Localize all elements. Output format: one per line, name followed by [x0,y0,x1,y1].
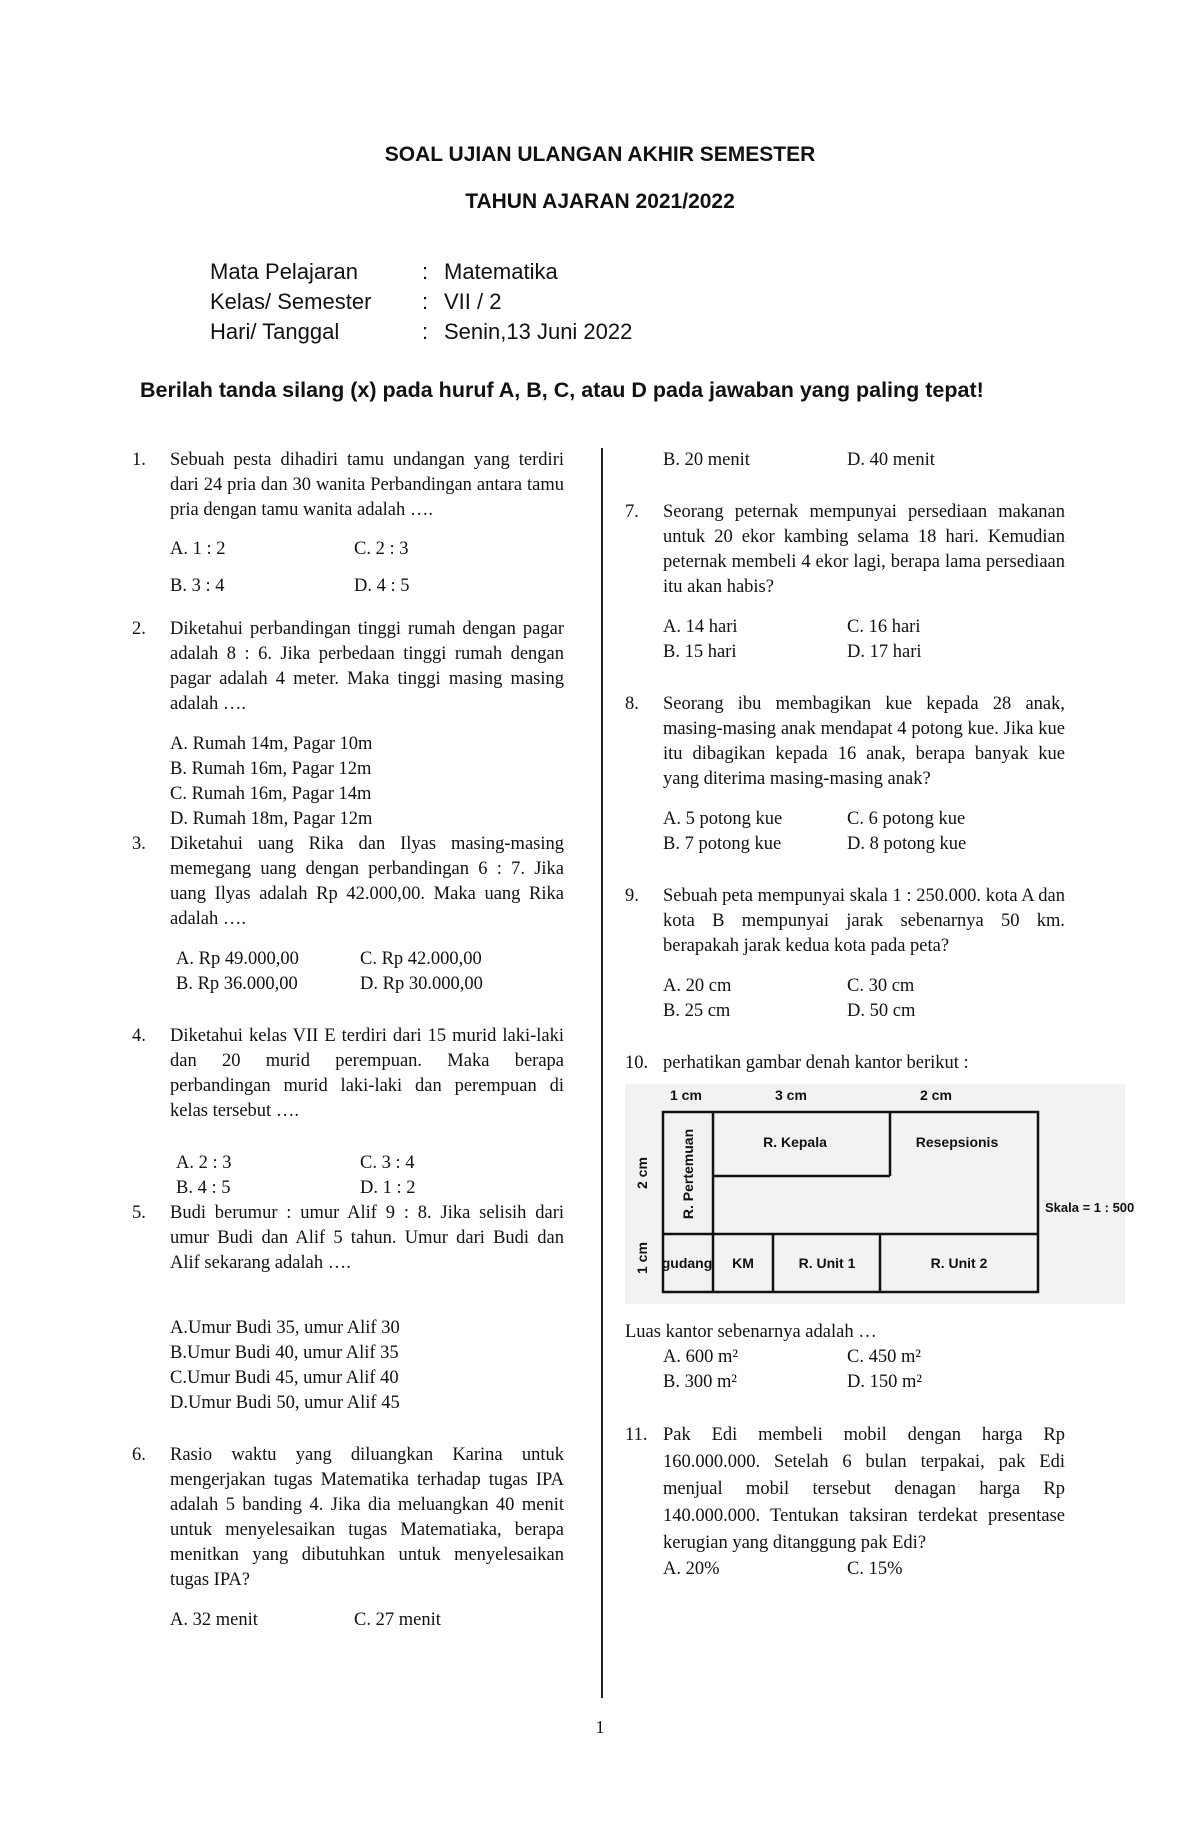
question-7 [625,500,1065,600]
info-value: Matematika [444,259,558,284]
option-d: D. Rp 30.000,00 [360,974,483,994]
info-key: Mata Pelajaran [210,259,358,284]
option-b: B. 20 menit [663,450,750,470]
question-10-prompt: Luas kantor sebenarnya adalah … [625,1322,877,1342]
option-b: B. 4 : 5 [176,1178,231,1198]
question-text: Diketahui perbandingan tinggi rumah dengan pagar adalah 8 : 6. Jika perbedaan tinggi rumah dengan pagar adalah 4 meter. Maka tinggi masing masing adalah …. [170,619,564,714]
option-d: D. Rumah 18m, Pagar 12m [170,809,373,829]
question-number: 11. [625,1425,648,1445]
column-divider [601,448,603,1698]
option-a: A. 5 potong kue [663,809,783,829]
option-d: D.Umur Budi 50, umur Alif 45 [170,1393,400,1413]
room-kepala: R. Kepala [763,1134,827,1150]
option-b: B. Rumah 16m, Pagar 12m [170,759,372,779]
page-number: 1 [595,1717,605,1737]
options-9 [625,974,1065,1024]
question-6 [132,1443,564,1593]
question-number: 6. [132,1445,146,1465]
option-b: B.Umur Budi 40, umur Alif 35 [170,1343,399,1363]
instruction: Berilah tanda silang (x) pada huruf A, B, C, atau D pada jawaban yang paling tepat! [140,378,984,402]
option-d: D. 8 potong kue [847,834,967,854]
map-scale: Skala = 1 : 500 [1045,1200,1135,1215]
floor-plan-background [625,1084,1125,1304]
option-a: A. 32 menit [170,1610,258,1630]
option-b: B. 3 : 4 [170,576,225,596]
left-column [132,448,564,1633]
option-d: D. 40 menit [847,450,935,470]
question-text: perhatikan gambar denah kantor berikut : [663,1053,969,1073]
options-10 [625,1345,1065,1395]
question-text: Budi berumur : umur Alif 9 : 8. Jika selisih dari umur Budi dan Alif 5 tahun. Umur dari Budi dan Alif sekarang adalah …. [170,1203,564,1273]
option-a: A. 1 : 2 [170,539,226,559]
question-text: Seorang peternak mempunyai persediaan makanan untuk 20 ekor kambing selama 18 hari. Kemudian peternak membeli 4 ekor lagi, berapa lama persediaan itu akan habis? [663,502,1065,597]
right-column [625,448,1135,1582]
options-6 [132,1608,564,1633]
dim-side-2cm: 2 cm [634,1157,650,1189]
info-colon: : [422,259,429,284]
option-a: A. Rp 49.000,00 [176,949,299,969]
options-4 [132,1151,564,1201]
options-8 [625,807,1065,857]
room-unit2: R. Unit 2 [930,1255,988,1271]
option-d: D. 50 cm [847,1001,916,1021]
question-text: Sebuah pesta dihadiri tamu undangan yang terdiri dari 24 pria dan 30 wanita Perbandingan antara tamu pria dengan tamu wanita adalah …. [170,450,564,520]
option-a: A. 600 m² [663,1347,738,1367]
room-gudang: gudang [661,1255,713,1271]
info-key: Kelas/ Semester [210,289,372,314]
office-floor-plan [625,1084,1135,1304]
question-3 [132,832,564,932]
question-4 [132,1024,564,1124]
option-b: B. 25 cm [663,1001,731,1021]
exam-info [210,257,632,347]
option-c: C. 6 potong kue [847,809,966,829]
info-value: VII / 2 [444,289,502,314]
dim-top-3cm: 3 cm [775,1087,807,1103]
question-number: 7. [625,502,639,522]
option-c: C. 450 m² [847,1347,921,1367]
question-text: Sebuah peta mempunyai skala 1 : 250.000. kota A dan kota B mempunyai jarak sebenarnya 50 km. berapakah jarak kedua kota pada peta? [663,886,1065,956]
options-7 [625,615,1065,665]
room-resepsionis: Resepsionis [915,1134,999,1150]
option-c: C. Rumah 16m, Pagar 14m [170,784,372,804]
question-8 [625,692,1065,792]
question-9 [625,884,1065,959]
option-c: C. 2 : 3 [354,539,409,559]
options-5 [132,1316,564,1416]
question-number: 4. [132,1026,146,1046]
academic-year: TAHUN AJARAN 2021/2022 [465,190,735,213]
question-text: Seorang ibu membagikan kue kepada 28 anak, masing-masing anak mendapat 4 potong kue. Jika kue itu dibagikan kepada 16 anak, berapa banyak kue yang diterima masing-masing anak? [663,694,1065,789]
option-a: A.Umur Budi 35, umur Alif 30 [170,1318,400,1338]
question-number: 1. [132,450,146,470]
option-a: A. Rumah 14m, Pagar 10m [170,734,373,754]
options-3 [132,947,564,997]
dim-top-1cm: 1 cm [670,1087,702,1103]
question-2 [132,617,564,717]
option-c: C. 3 : 4 [360,1153,415,1173]
question-5 [132,1201,564,1276]
question-number: 2. [132,619,146,639]
option-d: D. 4 : 5 [354,576,410,596]
option-b: B. 300 m² [663,1372,737,1392]
info-colon: : [422,289,429,314]
question-number: 10. [625,1053,649,1073]
room-km: KM [732,1255,754,1271]
question-number: 3. [132,834,146,854]
option-c: C. 15% [847,1559,903,1579]
question-text: Rasio waktu yang diluangkan Karina untuk mengerjakan tugas Matematika terhadap tugas IPA adalah 5 banding 4. Jika dia meluangkan 40 menit untuk menyelesaikan tugas Matematiaka, berapa menitkan yang dibutuhkan untuk menyelesaikan tugas IPA? [170,1445,564,1590]
room-unit1: R. Unit 1 [798,1255,856,1271]
option-c: C. 30 cm [847,976,915,996]
option-d: D. 1 : 2 [360,1178,416,1198]
option-c: C. Rp 42.000,00 [360,949,482,969]
question-1 [132,448,564,523]
option-b: B. 15 hari [663,642,737,662]
dim-top-2cm: 2 cm [920,1087,952,1103]
options-6-cont [625,448,1065,473]
question-number: 8. [625,694,639,714]
room-pertemuan: R. Pertemuan [680,1128,696,1220]
dim-side-1cm: 1 cm [634,1242,650,1274]
option-d: D. 150 m² [847,1372,922,1392]
option-a: A. 20 cm [663,976,732,996]
options-2 [132,732,564,832]
info-value: Senin,13 Juni 2022 [444,319,633,344]
info-colon: : [422,319,429,344]
info-key: Hari/ Tanggal [210,319,340,344]
options-11 [625,1557,1065,1582]
exam-title: SOAL UJIAN ULANGAN AKHIR SEMESTER [384,143,816,166]
option-a: A. 20% [663,1559,720,1579]
question-11 [625,1422,1065,1557]
option-c: C.Umur Budi 45, umur Alif 40 [170,1368,399,1388]
question-text: Diketahui kelas VII E terdiri dari 15 murid laki-laki dan 20 murid perempuan. Maka berapa perbandingan murid laki-laki dan perempuan di kelas tersebut …. [170,1026,564,1121]
option-d: D. 17 hari [847,642,922,662]
question-text: Pak Edi membeli mobil dengan harga Rp 160.000.000. Setelah 6 bulan terpakai, pak Edi menjual mobil tersebut denagan harga Rp 140.000.000. Tentukan taksiran terdekat presentase kerugian yang ditanggung pak Edi? [663,1425,1065,1553]
question-10 [625,1051,1065,1076]
option-c: C. 27 menit [354,1610,441,1630]
option-a: A. 2 : 3 [176,1153,232,1173]
question-text: Diketahui uang Rika dan Ilyas masing-masing memegang uang dengan perbandingan 6 : 7. Jika uang Ilyas adalah Rp 42.000,00. Maka uang Rika adalah …. [170,834,564,929]
option-b: B. 7 potong kue [663,834,782,854]
options-1 [132,537,564,611]
option-b: B. Rp 36.000,00 [176,974,298,994]
option-a: A. 14 hari [663,617,738,637]
question-number: 9. [625,886,639,906]
option-c: C. 16 hari [847,617,921,637]
question-number: 5. [132,1203,146,1223]
